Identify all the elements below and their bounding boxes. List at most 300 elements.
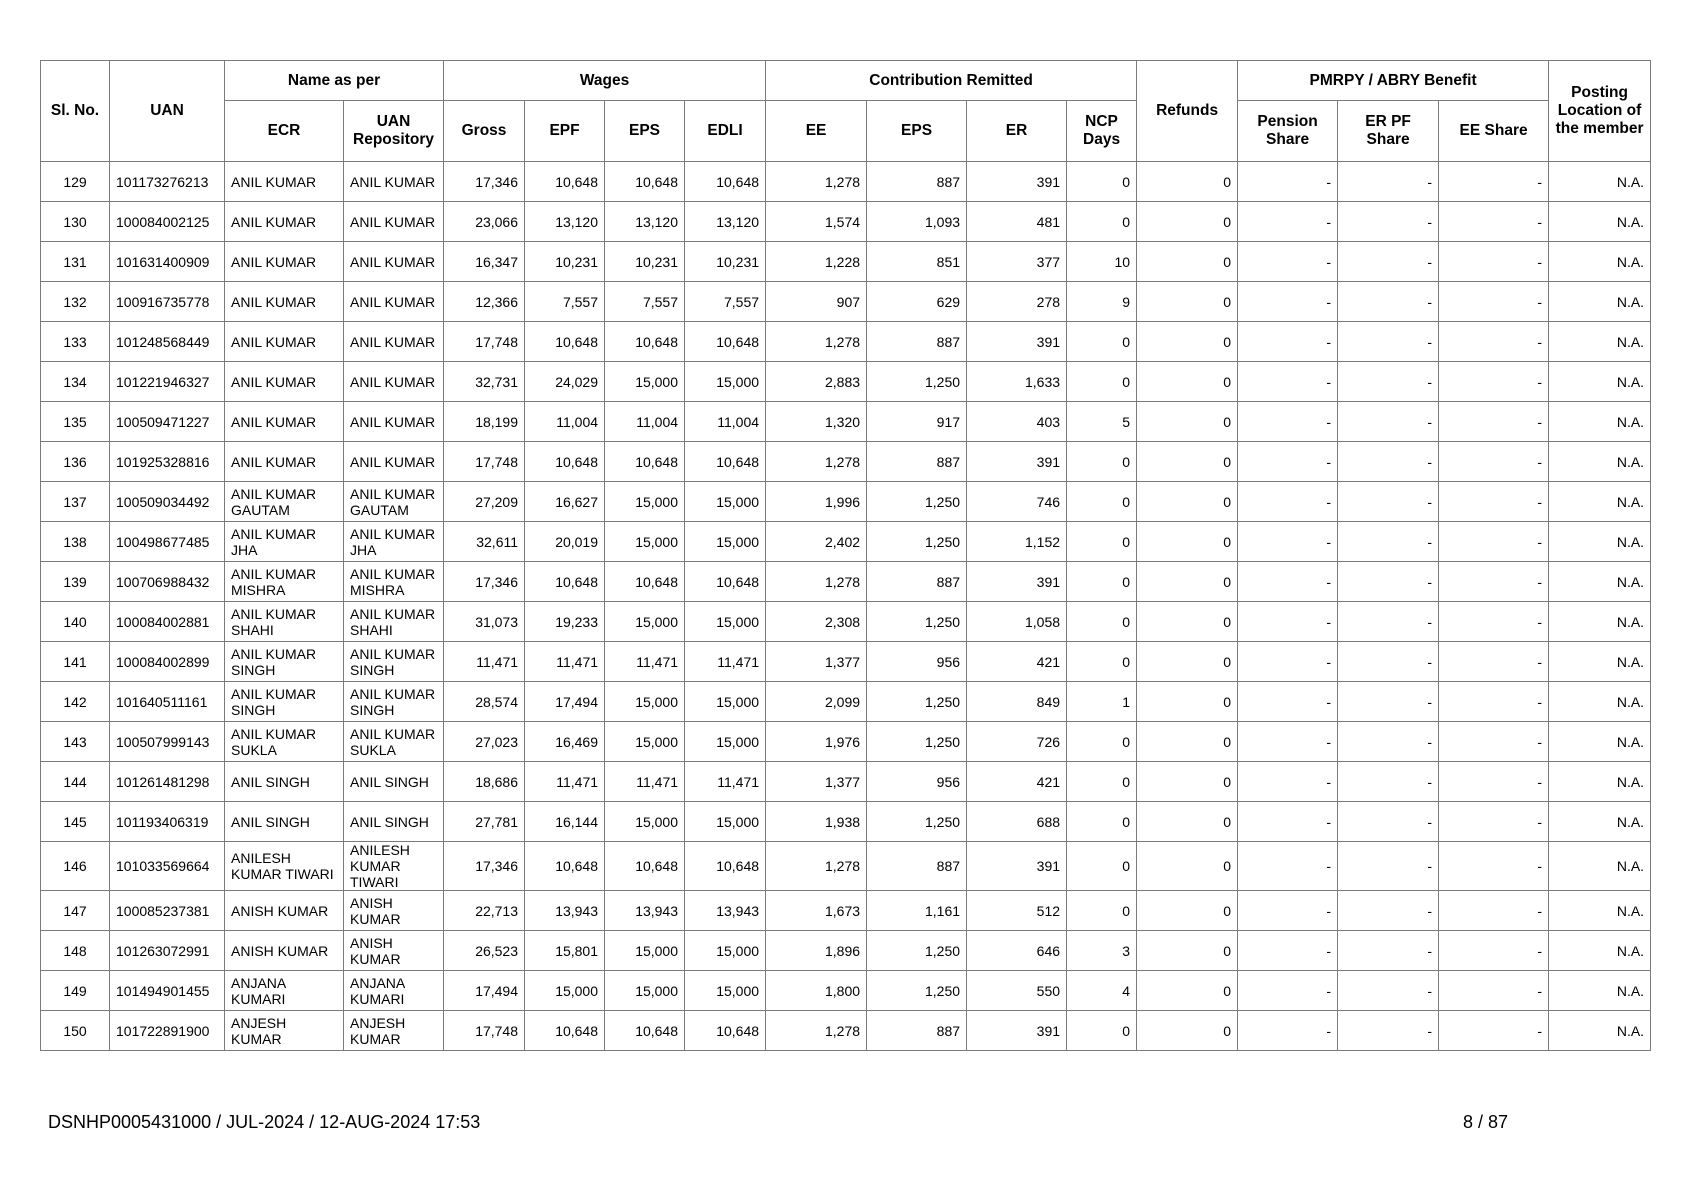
cell-contribution-eps: 1,250 xyxy=(867,971,967,1011)
cell-gross: 16,347 xyxy=(444,242,525,282)
cell-ee-share: - xyxy=(1439,562,1549,602)
cell-ee-share: - xyxy=(1439,522,1549,562)
cell-gross: 26,523 xyxy=(444,931,525,971)
cell-posting-location: N.A. xyxy=(1549,482,1651,522)
cell-name-uan-repository: ANIL KUMAR xyxy=(344,322,444,362)
cell-refunds: 0 xyxy=(1137,602,1238,642)
cell-edli: 10,648 xyxy=(685,1011,766,1051)
cell-er: 1,152 xyxy=(967,522,1067,562)
cell-ncp-days: 5 xyxy=(1067,402,1137,442)
cell-contribution-eps: 956 xyxy=(867,762,967,802)
cell-edli: 11,004 xyxy=(685,402,766,442)
cell-gross: 23,066 xyxy=(444,202,525,242)
cell-ee-share: - xyxy=(1439,482,1549,522)
cell-epf: 10,648 xyxy=(525,842,605,891)
cell-refunds: 0 xyxy=(1137,242,1238,282)
cell-name-uan-repository: ANIL SINGH xyxy=(344,802,444,842)
cell-ee-share: - xyxy=(1439,722,1549,762)
cell-sl-no: 139 xyxy=(41,562,110,602)
cell-posting-location: N.A. xyxy=(1549,891,1651,931)
cell-pension-share: - xyxy=(1238,242,1338,282)
cell-ee-share: - xyxy=(1439,762,1549,802)
cell-ee: 1,228 xyxy=(766,242,867,282)
cell-wages-eps: 11,471 xyxy=(605,642,685,682)
cell-uan: 101261481298 xyxy=(110,762,225,802)
cell-pension-share: - xyxy=(1238,891,1338,931)
cell-sl-no: 137 xyxy=(41,482,110,522)
cell-er-pf-share: - xyxy=(1338,162,1439,202)
cell-refunds: 0 xyxy=(1137,642,1238,682)
cell-wages-eps: 15,000 xyxy=(605,362,685,402)
cell-uan: 100084002881 xyxy=(110,602,225,642)
cell-ncp-days: 0 xyxy=(1067,642,1137,682)
cell-sl-no: 147 xyxy=(41,891,110,931)
cell-ee: 2,883 xyxy=(766,362,867,402)
cell-epf: 10,648 xyxy=(525,1011,605,1051)
table-body xyxy=(41,162,1651,1051)
cell-contribution-eps: 956 xyxy=(867,642,967,682)
cell-posting-location: N.A. xyxy=(1549,322,1651,362)
cell-ncp-days: 0 xyxy=(1067,802,1137,842)
header-gross: Gross xyxy=(444,101,525,162)
cell-ee: 1,278 xyxy=(766,322,867,362)
cell-name-ecr: ANISH KUMAR xyxy=(225,891,344,931)
cell-refunds: 0 xyxy=(1137,1011,1238,1051)
cell-name-uan-repository: ANIL SINGH xyxy=(344,762,444,802)
table-row xyxy=(41,242,1651,282)
cell-er-pf-share: - xyxy=(1338,971,1439,1011)
cell-gross: 17,346 xyxy=(444,842,525,891)
cell-refunds: 0 xyxy=(1137,971,1238,1011)
cell-pension-share: - xyxy=(1238,762,1338,802)
cell-gross: 17,494 xyxy=(444,971,525,1011)
cell-pension-share: - xyxy=(1238,971,1338,1011)
cell-pension-share: - xyxy=(1238,202,1338,242)
cell-name-ecr: ANIL KUMAR SHAHI xyxy=(225,602,344,642)
cell-edli: 11,471 xyxy=(685,642,766,682)
header-epf: EPF xyxy=(525,101,605,162)
cell-name-uan-repository: ANISH KUMAR xyxy=(344,891,444,931)
cell-name-uan-repository: ANILESH KUMAR TIWARI xyxy=(344,842,444,891)
cell-uan: 100507999143 xyxy=(110,722,225,762)
table-row xyxy=(41,562,1651,602)
cell-name-ecr: ANIL SINGH xyxy=(225,802,344,842)
cell-ncp-days: 0 xyxy=(1067,482,1137,522)
cell-er: 278 xyxy=(967,282,1067,322)
cell-name-uan-repository: ANIL KUMAR GAUTAM xyxy=(344,482,444,522)
cell-gross: 12,366 xyxy=(444,282,525,322)
cell-uan: 101248568449 xyxy=(110,322,225,362)
cell-refunds: 0 xyxy=(1137,482,1238,522)
cell-posting-location: N.A. xyxy=(1549,842,1651,891)
cell-pension-share: - xyxy=(1238,842,1338,891)
cell-ncp-days: 3 xyxy=(1067,931,1137,971)
cell-ee: 2,308 xyxy=(766,602,867,642)
cell-uan: 101263072991 xyxy=(110,931,225,971)
cell-refunds: 0 xyxy=(1137,362,1238,402)
cell-er: 391 xyxy=(967,1011,1067,1051)
cell-gross: 17,748 xyxy=(444,442,525,482)
cell-wages-eps: 10,648 xyxy=(605,442,685,482)
cell-contribution-eps: 1,250 xyxy=(867,802,967,842)
cell-ee-share: - xyxy=(1439,442,1549,482)
cell-ncp-days: 9 xyxy=(1067,282,1137,322)
cell-wages-eps: 11,004 xyxy=(605,402,685,442)
cell-er: 391 xyxy=(967,322,1067,362)
cell-sl-no: 129 xyxy=(41,162,110,202)
cell-name-uan-repository: ANIL KUMAR JHA xyxy=(344,522,444,562)
cell-name-uan-repository: ANIL KUMAR xyxy=(344,242,444,282)
header-uan: UAN xyxy=(110,61,225,162)
cell-pension-share: - xyxy=(1238,482,1338,522)
cell-edli: 10,648 xyxy=(685,842,766,891)
cell-epf: 15,000 xyxy=(525,971,605,1011)
cell-ncp-days: 0 xyxy=(1067,162,1137,202)
cell-contribution-eps: 1,250 xyxy=(867,362,967,402)
header-wages: Wages xyxy=(444,61,766,101)
cell-name-ecr: ANIL KUMAR GAUTAM xyxy=(225,482,344,522)
cell-er: 481 xyxy=(967,202,1067,242)
cell-refunds: 0 xyxy=(1137,891,1238,931)
cell-edli: 15,000 xyxy=(685,722,766,762)
cell-contribution-eps: 887 xyxy=(867,322,967,362)
cell-epf: 11,471 xyxy=(525,642,605,682)
cell-ee-share: - xyxy=(1439,931,1549,971)
cell-er: 403 xyxy=(967,402,1067,442)
cell-ee: 2,402 xyxy=(766,522,867,562)
cell-ee: 1,976 xyxy=(766,722,867,762)
cell-name-uan-repository: ANIL KUMAR xyxy=(344,202,444,242)
cell-wages-eps: 15,000 xyxy=(605,802,685,842)
cell-ncp-days: 0 xyxy=(1067,842,1137,891)
cell-sl-no: 150 xyxy=(41,1011,110,1051)
cell-epf: 11,471 xyxy=(525,762,605,802)
cell-posting-location: N.A. xyxy=(1549,402,1651,442)
cell-refunds: 0 xyxy=(1137,931,1238,971)
cell-name-ecr: ANIL SINGH xyxy=(225,762,344,802)
table-row xyxy=(41,402,1651,442)
cell-er-pf-share: - xyxy=(1338,362,1439,402)
cell-posting-location: N.A. xyxy=(1549,682,1651,722)
cell-gross: 27,209 xyxy=(444,482,525,522)
cell-ncp-days: 10 xyxy=(1067,242,1137,282)
cell-er-pf-share: - xyxy=(1338,282,1439,322)
cell-sl-no: 145 xyxy=(41,802,110,842)
cell-edli: 10,648 xyxy=(685,442,766,482)
cell-ncp-days: 4 xyxy=(1067,971,1137,1011)
cell-ncp-days: 1 xyxy=(1067,682,1137,722)
cell-refunds: 0 xyxy=(1137,282,1238,322)
cell-sl-no: 144 xyxy=(41,762,110,802)
cell-epf: 16,469 xyxy=(525,722,605,762)
cell-uan: 101221946327 xyxy=(110,362,225,402)
cell-er-pf-share: - xyxy=(1338,802,1439,842)
cell-edli: 15,000 xyxy=(685,931,766,971)
cell-er-pf-share: - xyxy=(1338,482,1439,522)
cell-wages-eps: 10,648 xyxy=(605,562,685,602)
header-contribution-eps: EPS xyxy=(867,101,967,162)
contribution-table xyxy=(40,60,1651,1051)
cell-name-uan-repository: ANIL KUMAR MISHRA xyxy=(344,562,444,602)
cell-wages-eps: 15,000 xyxy=(605,971,685,1011)
cell-wages-eps: 10,648 xyxy=(605,842,685,891)
cell-er: 1,058 xyxy=(967,602,1067,642)
cell-sl-no: 149 xyxy=(41,971,110,1011)
cell-ee-share: - xyxy=(1439,1011,1549,1051)
cell-contribution-eps: 1,250 xyxy=(867,931,967,971)
cell-epf: 10,648 xyxy=(525,162,605,202)
cell-name-uan-repository: ANIL KUMAR xyxy=(344,362,444,402)
table-row xyxy=(41,722,1651,762)
cell-sl-no: 140 xyxy=(41,602,110,642)
table-row xyxy=(41,282,1651,322)
cell-contribution-eps: 1,250 xyxy=(867,682,967,722)
cell-refunds: 0 xyxy=(1137,402,1238,442)
cell-edli: 11,471 xyxy=(685,762,766,802)
table-row xyxy=(41,602,1651,642)
cell-pension-share: - xyxy=(1238,402,1338,442)
table-row xyxy=(41,682,1651,722)
cell-sl-no: 133 xyxy=(41,322,110,362)
cell-ee-share: - xyxy=(1439,162,1549,202)
cell-gross: 28,574 xyxy=(444,682,525,722)
cell-uan: 101173276213 xyxy=(110,162,225,202)
cell-edli: 10,648 xyxy=(685,162,766,202)
cell-posting-location: N.A. xyxy=(1549,762,1651,802)
cell-contribution-eps: 1,093 xyxy=(867,202,967,242)
cell-wages-eps: 10,648 xyxy=(605,1011,685,1051)
cell-er-pf-share: - xyxy=(1338,402,1439,442)
cell-wages-eps: 15,000 xyxy=(605,522,685,562)
cell-name-ecr: ANIL KUMAR xyxy=(225,202,344,242)
table-header xyxy=(41,61,1651,162)
cell-contribution-eps: 887 xyxy=(867,1011,967,1051)
header-posting-location: Posting Location of the member xyxy=(1549,61,1651,162)
cell-er: 377 xyxy=(967,242,1067,282)
cell-epf: 13,120 xyxy=(525,202,605,242)
cell-epf: 16,627 xyxy=(525,482,605,522)
cell-er-pf-share: - xyxy=(1338,682,1439,722)
header-name-as-per: Name as per xyxy=(225,61,444,101)
cell-uan: 100085237381 xyxy=(110,891,225,931)
table-row xyxy=(41,162,1651,202)
cell-posting-location: N.A. xyxy=(1549,522,1651,562)
cell-contribution-eps: 917 xyxy=(867,402,967,442)
cell-ee: 1,278 xyxy=(766,162,867,202)
cell-uan: 101722891900 xyxy=(110,1011,225,1051)
cell-wages-eps: 15,000 xyxy=(605,682,685,722)
cell-epf: 13,943 xyxy=(525,891,605,931)
cell-wages-eps: 11,471 xyxy=(605,762,685,802)
cell-uan: 100916735778 xyxy=(110,282,225,322)
cell-name-ecr: ANIL KUMAR xyxy=(225,362,344,402)
cell-edli: 15,000 xyxy=(685,602,766,642)
cell-sl-no: 134 xyxy=(41,362,110,402)
cell-contribution-eps: 1,250 xyxy=(867,482,967,522)
cell-name-ecr: ANJANA KUMARI xyxy=(225,971,344,1011)
cell-edli: 13,943 xyxy=(685,891,766,931)
cell-er: 512 xyxy=(967,891,1067,931)
table-row xyxy=(41,202,1651,242)
cell-gross: 27,023 xyxy=(444,722,525,762)
cell-ncp-days: 0 xyxy=(1067,442,1137,482)
cell-contribution-eps: 1,250 xyxy=(867,522,967,562)
cell-wages-eps: 15,000 xyxy=(605,722,685,762)
cell-posting-location: N.A. xyxy=(1549,562,1651,602)
cell-er: 391 xyxy=(967,162,1067,202)
cell-er: 391 xyxy=(967,562,1067,602)
cell-wages-eps: 15,000 xyxy=(605,602,685,642)
cell-ee: 1,278 xyxy=(766,1011,867,1051)
cell-name-ecr: ANIL KUMAR MISHRA xyxy=(225,562,344,602)
cell-posting-location: N.A. xyxy=(1549,722,1651,762)
cell-er: 646 xyxy=(967,931,1067,971)
cell-name-ecr: ANIL KUMAR xyxy=(225,282,344,322)
cell-er-pf-share: - xyxy=(1338,562,1439,602)
table-row xyxy=(41,762,1651,802)
cell-uan: 101494901455 xyxy=(110,971,225,1011)
cell-er: 688 xyxy=(967,802,1067,842)
cell-sl-no: 138 xyxy=(41,522,110,562)
cell-ncp-days: 0 xyxy=(1067,322,1137,362)
cell-er: 421 xyxy=(967,642,1067,682)
cell-refunds: 0 xyxy=(1137,682,1238,722)
cell-posting-location: N.A. xyxy=(1549,1011,1651,1051)
cell-epf: 10,648 xyxy=(525,442,605,482)
cell-ee-share: - xyxy=(1439,891,1549,931)
cell-gross: 32,611 xyxy=(444,522,525,562)
cell-edli: 10,648 xyxy=(685,562,766,602)
cell-ncp-days: 0 xyxy=(1067,602,1137,642)
cell-name-ecr: ANIL KUMAR xyxy=(225,242,344,282)
table-row xyxy=(41,522,1651,562)
cell-edli: 13,120 xyxy=(685,202,766,242)
cell-sl-no: 143 xyxy=(41,722,110,762)
cell-contribution-eps: 1,250 xyxy=(867,602,967,642)
cell-pension-share: - xyxy=(1238,322,1338,362)
cell-epf: 7,557 xyxy=(525,282,605,322)
cell-posting-location: N.A. xyxy=(1549,442,1651,482)
header-ee: EE xyxy=(766,101,867,162)
cell-edli: 15,000 xyxy=(685,971,766,1011)
cell-name-uan-repository: ANISH KUMAR xyxy=(344,931,444,971)
cell-gross: 17,748 xyxy=(444,1011,525,1051)
cell-epf: 19,233 xyxy=(525,602,605,642)
cell-name-ecr: ANIL KUMAR xyxy=(225,402,344,442)
cell-epf: 11,004 xyxy=(525,402,605,442)
cell-ee-share: - xyxy=(1439,971,1549,1011)
cell-refunds: 0 xyxy=(1137,722,1238,762)
cell-ncp-days: 0 xyxy=(1067,562,1137,602)
header-uan-repository: UAN Repository xyxy=(344,101,444,162)
table-row xyxy=(41,322,1651,362)
cell-name-uan-repository: ANIL KUMAR SINGH xyxy=(344,682,444,722)
cell-contribution-eps: 887 xyxy=(867,162,967,202)
cell-sl-no: 141 xyxy=(41,642,110,682)
cell-ee-share: - xyxy=(1439,842,1549,891)
cell-name-ecr: ANIL KUMAR xyxy=(225,322,344,362)
cell-epf: 10,648 xyxy=(525,322,605,362)
table-row xyxy=(41,442,1651,482)
cell-uan: 101631400909 xyxy=(110,242,225,282)
cell-name-ecr: ANIL KUMAR SINGH xyxy=(225,682,344,722)
cell-epf: 16,144 xyxy=(525,802,605,842)
cell-er: 391 xyxy=(967,842,1067,891)
cell-name-uan-repository: ANJANA KUMARI xyxy=(344,971,444,1011)
cell-pension-share: - xyxy=(1238,362,1338,402)
cell-name-ecr: ANIL KUMAR xyxy=(225,442,344,482)
cell-sl-no: 148 xyxy=(41,931,110,971)
cell-gross: 18,199 xyxy=(444,402,525,442)
cell-ncp-days: 0 xyxy=(1067,762,1137,802)
cell-er-pf-share: - xyxy=(1338,522,1439,562)
cell-name-ecr: ANJESH KUMAR xyxy=(225,1011,344,1051)
cell-wages-eps: 15,000 xyxy=(605,931,685,971)
cell-posting-location: N.A. xyxy=(1549,242,1651,282)
cell-sl-no: 136 xyxy=(41,442,110,482)
cell-ee-share: - xyxy=(1439,202,1549,242)
cell-ee: 1,377 xyxy=(766,762,867,802)
cell-pension-share: - xyxy=(1238,442,1338,482)
cell-posting-location: N.A. xyxy=(1549,802,1651,842)
header-ncp-days: NCP Days xyxy=(1067,101,1137,162)
cell-er: 550 xyxy=(967,971,1067,1011)
cell-contribution-eps: 629 xyxy=(867,282,967,322)
page-number: 8 / 87 xyxy=(1462,1112,1508,1132)
cell-name-ecr: ANIL KUMAR JHA xyxy=(225,522,344,562)
cell-ee: 1,996 xyxy=(766,482,867,522)
cell-er: 849 xyxy=(967,682,1067,722)
cell-pension-share: - xyxy=(1238,642,1338,682)
cell-refunds: 0 xyxy=(1137,442,1238,482)
cell-epf: 15,801 xyxy=(525,931,605,971)
cell-posting-location: N.A. xyxy=(1549,642,1651,682)
cell-ee: 1,278 xyxy=(766,442,867,482)
cell-name-ecr: ANIL KUMAR SINGH xyxy=(225,642,344,682)
cell-ee-share: - xyxy=(1439,282,1549,322)
cell-pension-share: - xyxy=(1238,602,1338,642)
cell-ee: 907 xyxy=(766,282,867,322)
cell-name-ecr: ANIL KUMAR SUKLA xyxy=(225,722,344,762)
table-row xyxy=(41,802,1651,842)
cell-contribution-eps: 887 xyxy=(867,842,967,891)
cell-pension-share: - xyxy=(1238,802,1338,842)
table-row xyxy=(41,842,1651,891)
cell-gross: 27,781 xyxy=(444,802,525,842)
cell-gross: 32,731 xyxy=(444,362,525,402)
cell-epf: 20,019 xyxy=(525,522,605,562)
cell-er-pf-share: - xyxy=(1338,891,1439,931)
cell-name-uan-repository: ANIL KUMAR SINGH xyxy=(344,642,444,682)
cell-gross: 17,346 xyxy=(444,562,525,602)
cell-ee-share: - xyxy=(1439,682,1549,722)
cell-sl-no: 132 xyxy=(41,282,110,322)
cell-uan: 100084002899 xyxy=(110,642,225,682)
cell-pension-share: - xyxy=(1238,162,1338,202)
cell-uan: 101193406319 xyxy=(110,802,225,842)
cell-pension-share: - xyxy=(1238,282,1338,322)
cell-ncp-days: 0 xyxy=(1067,362,1137,402)
cell-ncp-days: 0 xyxy=(1067,1011,1137,1051)
cell-pension-share: - xyxy=(1238,682,1338,722)
cell-name-ecr: ANILESH KUMAR TIWARI xyxy=(225,842,344,891)
cell-uan: 100706988432 xyxy=(110,562,225,602)
cell-er: 1,633 xyxy=(967,362,1067,402)
header-ecr: ECR xyxy=(225,101,344,162)
header-pension-share: Pension Share xyxy=(1238,101,1338,162)
cell-ee: 1,278 xyxy=(766,562,867,602)
cell-sl-no: 130 xyxy=(41,202,110,242)
